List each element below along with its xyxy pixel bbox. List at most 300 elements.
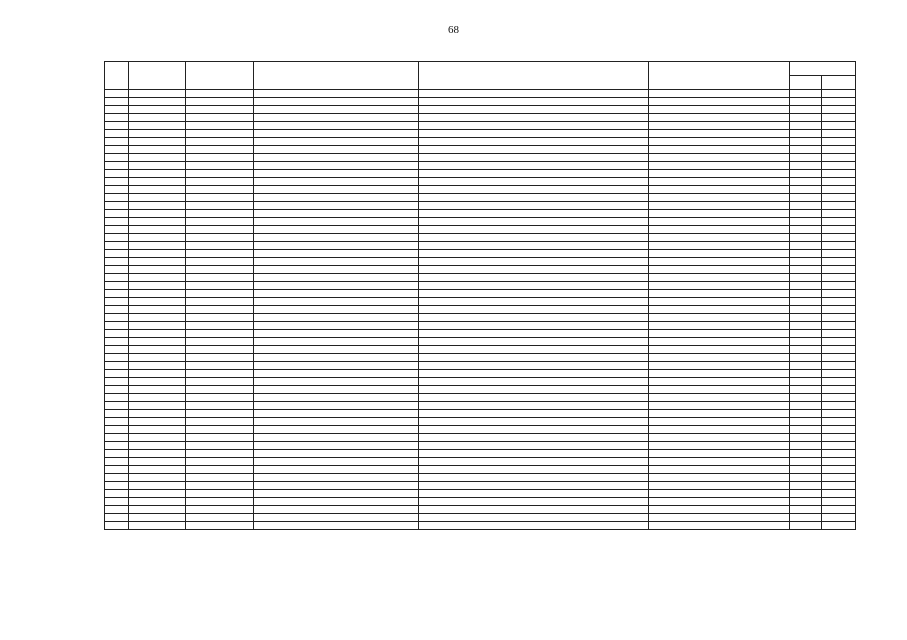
table-cell xyxy=(129,258,186,266)
table-cell xyxy=(822,370,856,378)
table-cell xyxy=(254,354,419,362)
table-cell xyxy=(822,490,856,498)
table-cell xyxy=(649,298,790,306)
table-cell xyxy=(649,322,790,330)
table-row xyxy=(105,170,856,178)
table-cell xyxy=(186,226,254,234)
table-cell xyxy=(129,514,186,522)
table-cell xyxy=(419,514,649,522)
table-cell xyxy=(822,442,856,450)
table-cell xyxy=(105,290,129,298)
table-cell xyxy=(105,434,129,442)
table-cell xyxy=(129,266,186,274)
table-cell xyxy=(186,418,254,426)
table-cell xyxy=(822,410,856,418)
table-cell xyxy=(649,194,790,202)
table-cell xyxy=(254,202,419,210)
table-cell xyxy=(419,298,649,306)
table-cell xyxy=(254,498,419,506)
table-cell xyxy=(419,362,649,370)
table-cell xyxy=(419,458,649,466)
table-cell xyxy=(105,522,129,530)
table-cell xyxy=(790,306,822,314)
table-cell xyxy=(790,250,822,258)
table-cell xyxy=(129,474,186,482)
table-row xyxy=(105,498,856,506)
table-row xyxy=(105,338,856,346)
table-cell xyxy=(822,226,856,234)
table-cell xyxy=(822,290,856,298)
table-cell xyxy=(790,402,822,410)
table-cell xyxy=(790,130,822,138)
table-cell xyxy=(254,514,419,522)
table-cell xyxy=(105,298,129,306)
table-row xyxy=(105,154,856,162)
table-cell xyxy=(129,162,186,170)
table-cell xyxy=(419,178,649,186)
table-cell xyxy=(105,442,129,450)
table-cell xyxy=(129,202,186,210)
table-cell xyxy=(129,234,186,242)
table-cell xyxy=(419,346,649,354)
table-cell xyxy=(105,242,129,250)
table-cell xyxy=(129,154,186,162)
table-row xyxy=(105,418,856,426)
table-cell xyxy=(649,218,790,226)
table-cell xyxy=(649,226,790,234)
table-cell xyxy=(105,330,129,338)
table-cell xyxy=(822,106,856,114)
table-cell xyxy=(186,474,254,482)
table-cell xyxy=(105,506,129,514)
table-cell xyxy=(254,370,419,378)
table-cell xyxy=(186,386,254,394)
table-cell xyxy=(105,122,129,130)
table-cell xyxy=(790,226,822,234)
table-cell xyxy=(129,482,186,490)
table-row xyxy=(105,194,856,202)
table-cell xyxy=(129,90,186,98)
table-cell xyxy=(254,106,419,114)
table-cell xyxy=(419,418,649,426)
table-cell xyxy=(105,218,129,226)
table-cell xyxy=(186,202,254,210)
table-cell xyxy=(105,410,129,418)
table-cell xyxy=(129,290,186,298)
table-cell xyxy=(419,266,649,274)
table-cell xyxy=(822,90,856,98)
table-row xyxy=(105,98,856,106)
table-cell xyxy=(105,314,129,322)
table-cell xyxy=(419,378,649,386)
table-cell xyxy=(254,458,419,466)
table-row xyxy=(105,410,856,418)
table-cell xyxy=(254,442,419,450)
table-cell xyxy=(129,450,186,458)
table-row xyxy=(105,514,856,522)
table-cell xyxy=(790,330,822,338)
table-cell xyxy=(822,354,856,362)
table-cell xyxy=(186,162,254,170)
table-cell xyxy=(186,426,254,434)
table-cell xyxy=(186,258,254,266)
table-cell xyxy=(129,314,186,322)
table-cell xyxy=(254,194,419,202)
table-cell xyxy=(822,274,856,282)
table-cell xyxy=(129,522,186,530)
table-cell xyxy=(649,210,790,218)
table-cell xyxy=(790,266,822,274)
table-cell xyxy=(129,146,186,154)
table-cell xyxy=(186,122,254,130)
table-cell xyxy=(186,330,254,338)
table-cell xyxy=(822,338,856,346)
table-cell xyxy=(186,482,254,490)
table-cell xyxy=(649,402,790,410)
header-cell xyxy=(790,62,856,76)
table-cell xyxy=(419,210,649,218)
table-cell xyxy=(254,210,419,218)
table-cell xyxy=(254,146,419,154)
table-cell xyxy=(186,394,254,402)
table-cell xyxy=(254,170,419,178)
table-cell xyxy=(254,250,419,258)
table-cell xyxy=(419,170,649,178)
table-row xyxy=(105,266,856,274)
table-cell xyxy=(822,522,856,530)
table-cell xyxy=(419,434,649,442)
table-cell xyxy=(186,186,254,194)
table-cell xyxy=(822,154,856,162)
table-cell xyxy=(790,442,822,450)
table-cell xyxy=(129,498,186,506)
table-cell xyxy=(649,506,790,514)
table-cell xyxy=(129,378,186,386)
header-cell xyxy=(186,62,254,90)
table-row xyxy=(105,394,856,402)
table-cell xyxy=(105,250,129,258)
table-cell xyxy=(129,170,186,178)
table-cell xyxy=(186,106,254,114)
table-cell xyxy=(186,490,254,498)
table-cell xyxy=(254,298,419,306)
table-cell xyxy=(822,266,856,274)
table-row xyxy=(105,330,856,338)
table-cell xyxy=(790,370,822,378)
table-cell xyxy=(129,386,186,394)
table-cell xyxy=(419,90,649,98)
table-cell xyxy=(105,490,129,498)
table-cell xyxy=(649,282,790,290)
table-cell xyxy=(790,162,822,170)
table-cell xyxy=(419,306,649,314)
table-cell xyxy=(186,498,254,506)
table-row xyxy=(105,482,856,490)
table-cell xyxy=(105,322,129,330)
table-cell xyxy=(186,402,254,410)
table-cell xyxy=(129,218,186,226)
table-cell xyxy=(129,114,186,122)
table-cell xyxy=(129,362,186,370)
table-cell xyxy=(254,162,419,170)
table-cell xyxy=(419,218,649,226)
table-cell xyxy=(105,482,129,490)
table-row xyxy=(105,186,856,194)
table-cell xyxy=(105,98,129,106)
table-cell xyxy=(649,170,790,178)
table-cell xyxy=(254,322,419,330)
table-cell xyxy=(105,458,129,466)
table-cell xyxy=(790,138,822,146)
table-body xyxy=(105,90,856,530)
table-cell xyxy=(419,490,649,498)
table-cell xyxy=(790,514,822,522)
table-cell xyxy=(129,98,186,106)
table-cell xyxy=(419,114,649,122)
table-cell xyxy=(129,426,186,434)
table-cell xyxy=(790,474,822,482)
table-cell xyxy=(822,178,856,186)
table-cell xyxy=(822,298,856,306)
table-row xyxy=(105,122,856,130)
table-cell xyxy=(790,434,822,442)
table-row xyxy=(105,346,856,354)
table-cell xyxy=(790,210,822,218)
table-cell xyxy=(790,354,822,362)
table-cell xyxy=(649,450,790,458)
table-cell xyxy=(649,338,790,346)
table-cell xyxy=(790,410,822,418)
table-cell xyxy=(186,210,254,218)
table-cell xyxy=(254,522,419,530)
table-cell xyxy=(129,298,186,306)
table-cell xyxy=(186,98,254,106)
table-cell xyxy=(105,370,129,378)
table-cell xyxy=(254,426,419,434)
table-cell xyxy=(186,338,254,346)
table-cell xyxy=(649,490,790,498)
table-cell xyxy=(254,362,419,370)
table-cell xyxy=(790,242,822,250)
table-cell xyxy=(822,234,856,242)
table-cell xyxy=(649,394,790,402)
table-cell xyxy=(419,130,649,138)
table-cell xyxy=(186,154,254,162)
table-header-row xyxy=(105,62,856,76)
table-row xyxy=(105,474,856,482)
table-cell xyxy=(129,186,186,194)
table-row xyxy=(105,434,856,442)
table-cell xyxy=(105,418,129,426)
table-cell xyxy=(419,370,649,378)
table-cell xyxy=(254,306,419,314)
table-cell xyxy=(254,450,419,458)
table-cell xyxy=(419,162,649,170)
table-cell xyxy=(649,458,790,466)
table-cell xyxy=(129,242,186,250)
table-cell xyxy=(254,266,419,274)
table-cell xyxy=(129,346,186,354)
table-cell xyxy=(790,114,822,122)
table-cell xyxy=(790,386,822,394)
table-cell xyxy=(129,106,186,114)
table-cell xyxy=(105,402,129,410)
table-cell xyxy=(186,114,254,122)
table-cell xyxy=(254,474,419,482)
table-cell xyxy=(649,290,790,298)
table-cell xyxy=(649,90,790,98)
table-cell xyxy=(822,418,856,426)
table-cell xyxy=(186,458,254,466)
table-cell xyxy=(649,314,790,322)
table-cell xyxy=(105,266,129,274)
table-cell xyxy=(790,458,822,466)
table-cell xyxy=(649,154,790,162)
table-cell xyxy=(186,378,254,386)
table-cell xyxy=(822,202,856,210)
table-cell xyxy=(129,354,186,362)
table-cell xyxy=(105,106,129,114)
table-cell xyxy=(105,362,129,370)
table-cell xyxy=(254,274,419,282)
table-cell xyxy=(419,410,649,418)
table-cell xyxy=(419,226,649,234)
table-cell xyxy=(129,466,186,474)
table-cell xyxy=(649,442,790,450)
table-cell xyxy=(649,186,790,194)
table-row xyxy=(105,226,856,234)
table-cell xyxy=(254,378,419,386)
table-cell xyxy=(419,138,649,146)
table-cell xyxy=(649,330,790,338)
table-row xyxy=(105,162,856,170)
table-cell xyxy=(186,266,254,274)
table-cell xyxy=(186,130,254,138)
table-cell xyxy=(790,290,822,298)
table-cell xyxy=(105,170,129,178)
table-cell xyxy=(419,202,649,210)
table-cell xyxy=(419,154,649,162)
table-cell xyxy=(649,242,790,250)
table-cell xyxy=(649,202,790,210)
table-cell xyxy=(790,426,822,434)
table-cell xyxy=(649,482,790,490)
table-cell xyxy=(419,498,649,506)
header-cell xyxy=(649,62,790,90)
table-cell xyxy=(790,482,822,490)
table-cell xyxy=(790,346,822,354)
table-cell xyxy=(649,386,790,394)
table-cell xyxy=(129,274,186,282)
table-cell xyxy=(105,386,129,394)
table-cell xyxy=(822,138,856,146)
table-cell xyxy=(129,506,186,514)
table-cell xyxy=(822,194,856,202)
table-cell xyxy=(419,98,649,106)
table-cell xyxy=(649,418,790,426)
table-cell xyxy=(105,154,129,162)
table-cell xyxy=(822,402,856,410)
table-cell xyxy=(649,266,790,274)
table-cell xyxy=(790,322,822,330)
table-cell xyxy=(419,394,649,402)
table-cell xyxy=(649,98,790,106)
table-cell xyxy=(790,146,822,154)
table-cell xyxy=(186,450,254,458)
table-cell xyxy=(822,186,856,194)
table-row xyxy=(105,250,856,258)
table-cell xyxy=(822,482,856,490)
table-row xyxy=(105,370,856,378)
table-cell xyxy=(649,138,790,146)
table-cell xyxy=(129,322,186,330)
table-row xyxy=(105,178,856,186)
table-row xyxy=(105,506,856,514)
header-cell xyxy=(419,62,649,90)
table-cell xyxy=(254,466,419,474)
table-cell xyxy=(186,194,254,202)
table-row xyxy=(105,234,856,242)
table-cell xyxy=(649,346,790,354)
table-cell xyxy=(105,450,129,458)
table-cell xyxy=(419,146,649,154)
table-cell xyxy=(822,378,856,386)
table-cell xyxy=(419,186,649,194)
table-cell xyxy=(649,122,790,130)
table-cell xyxy=(790,314,822,322)
table-cell xyxy=(186,138,254,146)
table-cell xyxy=(649,306,790,314)
table-cell xyxy=(419,402,649,410)
table-cell xyxy=(790,506,822,514)
table-cell xyxy=(254,418,419,426)
table-cell xyxy=(790,90,822,98)
table-cell xyxy=(790,202,822,210)
table-cell xyxy=(254,290,419,298)
table-row xyxy=(105,298,856,306)
table-cell xyxy=(822,498,856,506)
header-cell xyxy=(822,76,856,90)
table-row xyxy=(105,426,856,434)
table-cell xyxy=(129,226,186,234)
table-row xyxy=(105,218,856,226)
table-cell xyxy=(105,202,129,210)
table-cell xyxy=(649,474,790,482)
table-cell xyxy=(790,466,822,474)
table-cell xyxy=(129,458,186,466)
table-row xyxy=(105,138,856,146)
table-cell xyxy=(129,130,186,138)
table-cell xyxy=(822,466,856,474)
table-cell xyxy=(129,490,186,498)
table-cell xyxy=(254,402,419,410)
table-row xyxy=(105,322,856,330)
table-cell xyxy=(649,466,790,474)
table-cell xyxy=(822,458,856,466)
table-cell xyxy=(649,514,790,522)
table-cell xyxy=(254,114,419,122)
table-cell xyxy=(186,146,254,154)
table-cell xyxy=(105,338,129,346)
table-cell xyxy=(254,138,419,146)
table-cell xyxy=(186,354,254,362)
table-cell xyxy=(822,130,856,138)
table-cell xyxy=(649,434,790,442)
table-cell xyxy=(105,114,129,122)
table-cell xyxy=(419,426,649,434)
table-cell xyxy=(186,514,254,522)
table-cell xyxy=(790,98,822,106)
